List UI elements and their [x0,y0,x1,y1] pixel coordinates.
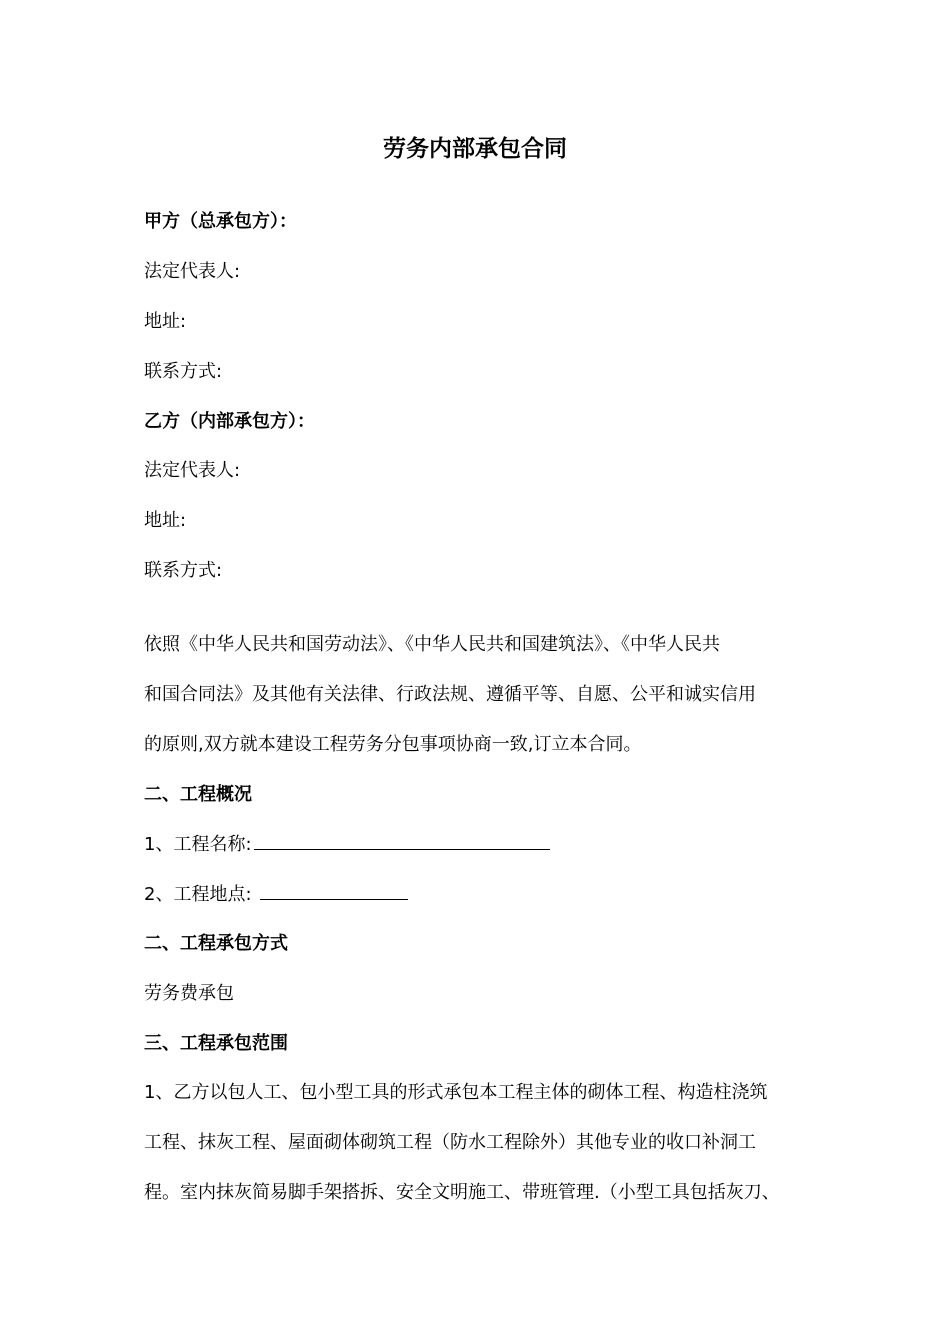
project-name-label: 1、工程名称: [144,834,252,855]
project-name-row [144,829,550,860]
section-method-heading: 二、工程承包方式 [144,933,288,954]
preamble-line-2: 和国合同法》及其他有关法律、行政法规、遵循平等、自愿、公平和诚实信用 [144,684,756,705]
scope-line-1: 1、乙方以包人工、包小型工具的形式承包本工程主体的砌体工程、构造柱浇筑 [144,1082,768,1103]
party-b-address: 地址: [144,510,187,531]
party-a-contact: 联系方式: [144,361,223,382]
party-b-heading: 乙方（内部承包方）： [144,411,315,432]
section-scope-heading: 三、工程承包范围 [144,1033,288,1054]
party-a-address: 地址: [144,311,187,332]
project-location-blank [260,879,408,900]
project-location-row [144,879,408,910]
project-location-label: 2、工程地点: [144,884,252,905]
party-a-legal-rep: 法定代表人: [144,261,241,282]
party-b-legal-rep: 法定代表人: [144,460,241,481]
preamble-line-3: 的原则,双方就本建设工程劳务分包事项协商一致,订立本合同。 [144,734,642,755]
scope-line-2: 工程、抹灰工程、屋面砌体砌筑工程（防水工程除外）其他专业的收口补洞工 [144,1132,756,1153]
party-a-heading: 甲方（总承包方）： [144,211,297,232]
project-name-blank [254,829,550,850]
section-method-text: 劳务费承包 [144,983,234,1004]
party-b-contact: 联系方式: [144,560,223,581]
scope-line-3: 程。室内抹灰简易脚手架搭拆、安全文明施工、带班管理.（小型工具包括灰刀、 [144,1182,780,1203]
document-title: 劳务内部承包合同 [383,136,567,162]
preamble-line-1: 依照《中华人民共和国劳动法》、《中华人民共和国建筑法》、《中华人民共 [144,634,720,655]
section-overview-heading: 二、工程概况 [144,784,252,805]
